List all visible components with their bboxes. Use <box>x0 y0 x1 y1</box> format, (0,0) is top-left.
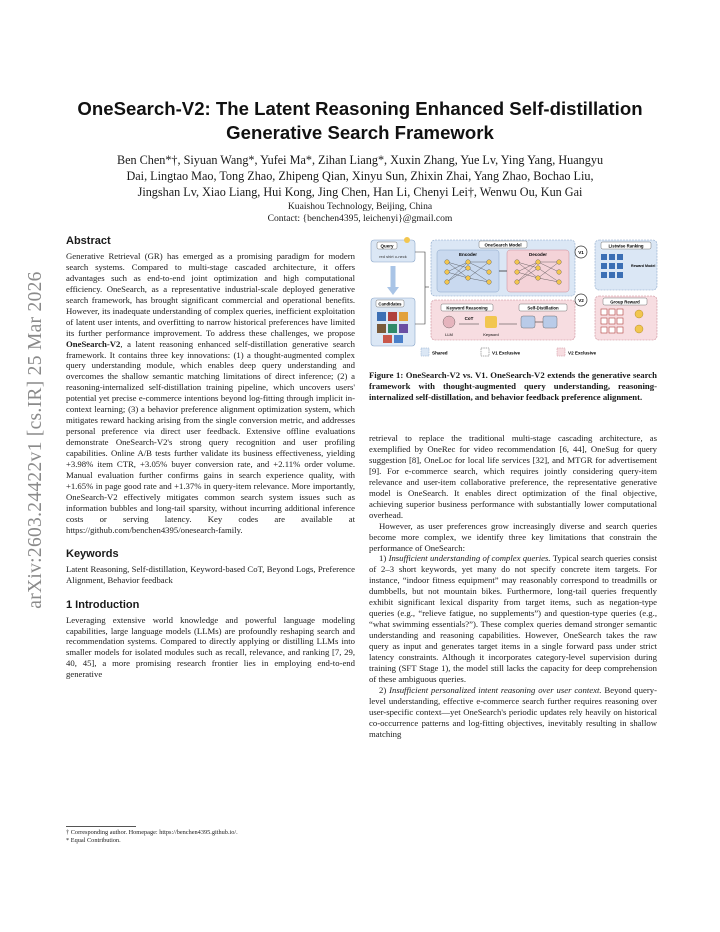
author-list <box>70 152 650 200</box>
limitation-2: 2) Insufficient personalized intent reasoning over user context. Beyond query-level understanding, effective e-commerce search further requires reasoning over user-specific context—yet OneSearch's periodic updates rely heavily on historical co-occurrence patterns and log-fitting objectives, inevitably resulting in shallow matching <box>369 684 657 739</box>
keyword-reasoning-label: Keyword Reasoning <box>446 305 488 311</box>
v1-label: V1 <box>578 250 584 255</box>
abstract-heading: Abstract <box>66 235 111 247</box>
footnote-rule <box>66 826 136 827</box>
legend-v1: V1 Exclusive <box>492 350 521 356</box>
intro-heading: 1 Introduction <box>66 598 140 611</box>
keyword-label: Keyword <box>483 332 499 337</box>
query-label: Query <box>380 243 394 249</box>
figure-1-caption: Figure 1: OneSearch-V2 vs. V1. OneSearch-V2 extends the generative search framework with thought-augmented query understanding, reasoning-internalized self-distillation, and behavior feedback preference alignment. <box>369 370 657 402</box>
llm-brain-icon <box>443 316 455 328</box>
cot-label: CoT <box>464 316 474 321</box>
legend-v2-swatch <box>557 348 565 356</box>
footnote-equal: * Equal Contribution. <box>66 837 121 844</box>
author-line-3: Jingshan Lv, Xiao Liang, Hui Kong, Jing Chen, Han Li, Chenyi Lei†, Wenwu Ou, Kun Gai <box>137 185 583 199</box>
figure-1-diagram <box>369 232 659 360</box>
self-distillation-label: Self-Distillation <box>527 305 559 311</box>
decoder-label: Decoder <box>528 252 548 257</box>
llm-label: LLM <box>445 332 453 337</box>
reward-grid-icon <box>601 309 623 333</box>
robot-icon-2 <box>543 316 557 328</box>
footnotes <box>66 829 355 845</box>
legend-shared: Shared <box>432 350 448 356</box>
v2-label: V2 <box>578 298 584 303</box>
ranking-grid-icon <box>601 254 623 278</box>
contact: Contact: {benchen4395, leichenyi}@gmail.com <box>267 213 453 224</box>
item-icon <box>377 312 386 321</box>
keywords-heading: Keywords <box>66 547 119 560</box>
legend-shared-swatch <box>421 348 429 356</box>
right-column <box>369 433 657 740</box>
intro-continued: retrieval to replace the traditional multi-stage cascading architecture, as exemplified by OneRec for video recommendation [6, 44], OneSug for query suggestion [8], OneLoc for local life services [32], and MTGR for advertisement [9]. For e-commerce search, which requires jointly considering query-item relevance and user-item collaborative preference, the representative generative model is OneSearch. It enables direct optimization of the final objective, achieving superior business performance with substantially lower computational overhead. <box>369 433 657 520</box>
affiliation-block <box>70 201 650 225</box>
abstract-text: Generative Retrieval (GR) has emerged as a promising paradigm for modern search systems. Compared to multi-stage cascaded architecture, it offers advantages such as end-to-end joint optimization and high computational efficiency. OneSearch, as a representative industrial-scale deployed generative search framework, has brought significant commercial and operational benefits. However, its inadequate understanding of complex queries, inefficient exploitation of latent user intents, and overfitting to narrow historical preferences have limited its further performance improvement. To address these challenges, we propose OneSearch-V2, a latent reasoning enhanced self-distillation generative search framework. It contains three key innovations: (1) a thought-augmented complex query understanding module, which enables deep query understanding and overcomes the shallow semantic matching limitations of direct inference; (2) a reasoning-internalized self-distillation training pipeline, which uncovers users' potential yet precise e-commerce intentions beyond log-fitting through implicit in-context learning; (3) a behavior preference alignment optimization system, which mitigates reward hacking arising from the single conversion metric, and addresses personal preference via direct user feedback. Extensive offline evaluations demonstrate OneSearch-V2's strong query recognition and user profiling capabilities. Online A/B tests further validate its business effectiveness, yielding +3.98% item CTR, +3.05% buyer conversion rate, and +2.11% order volume. Manual evaluation further confirms gains in search experience quality, with +1.65% in page good rate and +1.37% in query-item relevance. More importantly, OneSearch-V2 effectively mitigates common search system issues such as information bubbles and long-tail sparsity, without incurring additional inference costs or serving latency. Key codes are available at https://github.com/benchen4395/onesearch-family. <box>66 250 355 535</box>
author-line-2: Dai, Lingtao Mao, Tong Zhao, Zhipeng Qian, Xinyu Sun, Zhixin Zhai, Yang Zhao, Bochao Liu, <box>126 169 594 183</box>
limitations-intro: However, as user preferences grow increasingly diverse and search queries become more complex, we identify three key limitations that constrain the performance of OneSearch: <box>369 520 657 553</box>
listwise-ranking-label: Listwise Ranking <box>608 243 644 249</box>
left-column <box>66 236 355 680</box>
author-line-1: Ben Chen*†, Siyuan Wang*, Yufei Ma*, Zihan Liang*, Xuxin Zhang, Yue Lv, Ying Yang, Huangyu <box>116 153 604 167</box>
group-reward-label: Group Reward <box>610 299 640 305</box>
encoder-label: Encoder <box>458 252 478 257</box>
robot-icon <box>521 316 535 328</box>
limitation-1: 1) Insufficient understanding of complex queries. Typical search queries consist of 2–3 short keywords, yet many do not specify concrete item targets. For instance, “indoor fitness equipment” may reasonably correspond to treadmills or dumbbells, but not mountain bikes. Furthermore, long-tail queries frequently exhibit significant lexical disparity from target items, such as negation-type queries (e.g., “relieve fatigue, no supplements”) and question-type queries (e.g., “what swimming essentials?”). These complex queries demand stronger semantic understanding and reasoning capabilities. However, OneSearch takes the raw query as input and generates target items in a single forward pass under strict latency constraints. Although it incorporates category-level supervision during training (SFT Stage 1), the model still lacks the capacity for deep comprehension of these ambiguous queries. <box>369 553 657 684</box>
keyword-icon <box>485 316 497 328</box>
legend-v1-swatch <box>481 348 489 356</box>
legend-v2: V2 Exclusive <box>568 350 597 356</box>
reward-model-label: Reward Model <box>631 264 656 268</box>
candidates-label: Candidates <box>378 301 402 307</box>
paper-title: OneSearch-V2: The Latent Reasoning Enhanced Self-distillation Generative Search Framework <box>77 98 643 143</box>
intro-paragraph: Leveraging extensive world knowledge and powerful language modeling capabilities, large language models (LLMs) are profoundly reshaping search and recommendation systems. Compared to directly applying or distilling LLMs into smaller models for isolated modules such as recall, relevance, and ranking [7, 29, 40, 45], a more promising research frontier lies in employing end-to-end generative <box>66 614 355 680</box>
model-label: OneSearch Model <box>484 242 522 248</box>
footnote-corresponding: † Corresponding author. Homepage: https://benchen4395.github.io/. <box>66 829 238 836</box>
arxiv-side-identifier: arXiv:2603.24422v1 [cs.IR] 25 Mar 2026 <box>25 271 46 609</box>
affiliation: Kuaishou Technology, Beijing, China <box>287 201 433 212</box>
keywords-text: Latent Reasoning, Self-distillation, Keyword-based CoT, Beyond Logs, Preference Alignment, Behavior feedback <box>66 563 355 585</box>
query-text: red shirt o-neck <box>379 254 407 259</box>
user-icon <box>404 237 410 243</box>
